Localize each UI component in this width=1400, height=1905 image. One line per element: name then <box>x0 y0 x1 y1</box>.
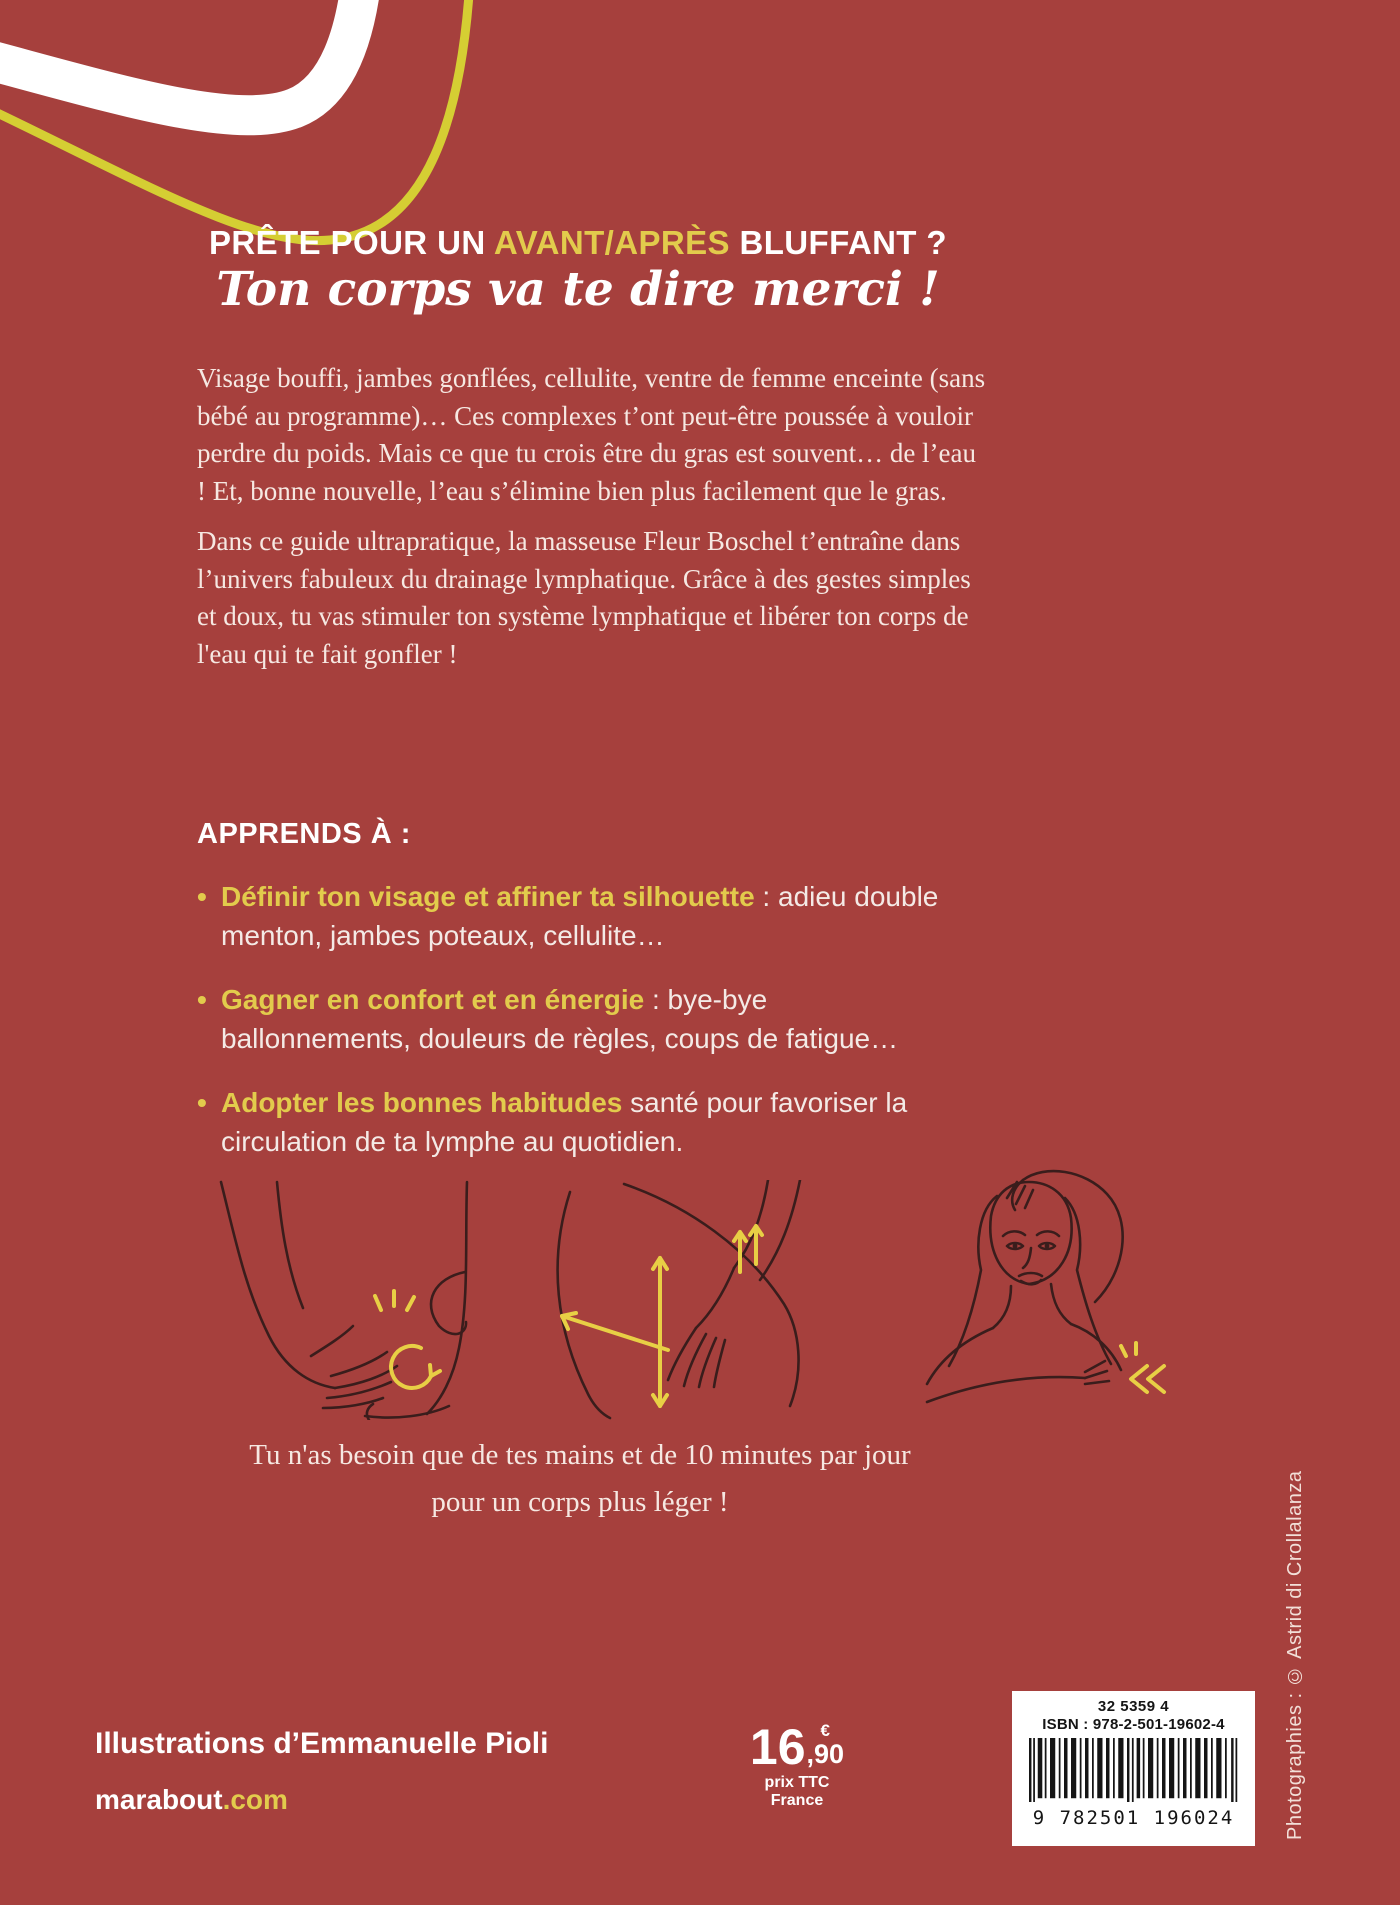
photo-credit-vertical: Photographies : © Astrid di Crollalanza <box>1284 1470 1306 1840</box>
publisher-tld: .com <box>222 1784 288 1815</box>
white-wave-decoration <box>0 0 362 115</box>
kicker-highlight: AVANT/APRÈS <box>493 224 730 261</box>
page-title: Ton corps va te dire merci ! <box>216 262 940 317</box>
intro-paragraph-2: Dans ce guide ultrapratique, la masseuse Fleur Boschel t’entraîne dans l’univers fabuleux du drainage lymphatique. Grâce à des gestes simples et doux, tu vas stimuler ton système lymphatique et libérer ton corps de l'eau qui te fait gonfler ! <box>197 526 971 669</box>
sparkle-icon <box>375 1291 414 1310</box>
price-note: prix TTC France <box>764 1774 830 1809</box>
barcode-bars <box>1029 1738 1239 1802</box>
barcode-code: 32 5359 4 <box>1097 1698 1170 1715</box>
learn-item-1-highlight: Définir ton visage et affiner ta silhouette <box>221 881 755 912</box>
yellow-wave-decoration <box>0 0 470 241</box>
publisher-wordmark <box>95 1784 288 1816</box>
learn-item-2-highlight: Gagner en confort et en énergie <box>221 984 645 1015</box>
intro-text <box>197 360 989 686</box>
belly-massage-illustration <box>215 1180 480 1420</box>
sparkle-icon <box>1121 1343 1136 1356</box>
price-block <box>742 1719 852 1810</box>
barcode-ean: 9 782501 196024 <box>1032 1807 1235 1829</box>
kicker-part2: BLUFFANT ? <box>729 224 947 261</box>
barcode-isbn: ISBN : 978-2-501-19602-4 <box>1042 1716 1225 1733</box>
intro-paragraph-1: Visage bouffi, jambes gonflées, cellulite, ventre de femme enceinte (sans bébé au programme)… Ces complexes t’ont peut-être poussée à vouloir perdre du poids. Mais ce que tu crois être du gras est souvent… de l’eau ! Et, bonne nouvelle, l’eau s’élimine bien plus facilement que le gras. <box>197 363 986 506</box>
learn-item-3-text: santé pour favoriser la circulation de ta lymphe au quotidien. <box>221 1087 908 1157</box>
left-chevron-arrows-icon <box>1131 1366 1164 1392</box>
illustrator-credit: Illustrations d’Emmanuelle Pioli <box>95 1727 549 1760</box>
learn-item-2 <box>197 980 959 1058</box>
leg-massage-illustration <box>532 1180 827 1420</box>
tagline: Tu n'as besoin que de tes mains et de 10 minutes par jour pour un corps plus léger ! <box>249 1439 911 1518</box>
up-down-arrow-icon <box>653 1258 667 1406</box>
learn-heading: APPRENDS À : <box>197 818 411 850</box>
barcode-panel <box>1012 1691 1255 1846</box>
price-decimals: ,90 <box>806 1739 845 1769</box>
illustrations-row <box>215 1152 1195 1420</box>
learn-item-1-text: : adieu double menton, jambes poteaux, cellulite… <box>221 881 939 951</box>
bullet-dot: • <box>197 1087 207 1118</box>
learn-item-2-text: : bye-bye ballonnements, douleurs de règles, coups de fatigue… <box>221 984 899 1054</box>
learn-item-3 <box>197 1083 959 1161</box>
circular-arrow-icon <box>391 1346 440 1388</box>
price-currency: € <box>820 1721 830 1740</box>
bullet-dot: • <box>197 984 207 1015</box>
bullet-dot: • <box>197 881 207 912</box>
price-integer: 16 <box>749 1719 806 1775</box>
learn-item-3-highlight: Adopter les bonnes habitudes <box>221 1087 623 1118</box>
headline-kicker <box>0 224 1156 262</box>
small-up-arrows-icon <box>734 1226 762 1272</box>
kicker-part1: PRÊTE POUR UN <box>209 224 494 261</box>
armpit-massage-illustration <box>879 1152 1184 1420</box>
left-arrow-icon <box>562 1313 668 1350</box>
learn-section <box>197 818 959 1186</box>
publisher-name: marabout <box>95 1784 223 1815</box>
learn-item-1 <box>197 877 959 955</box>
